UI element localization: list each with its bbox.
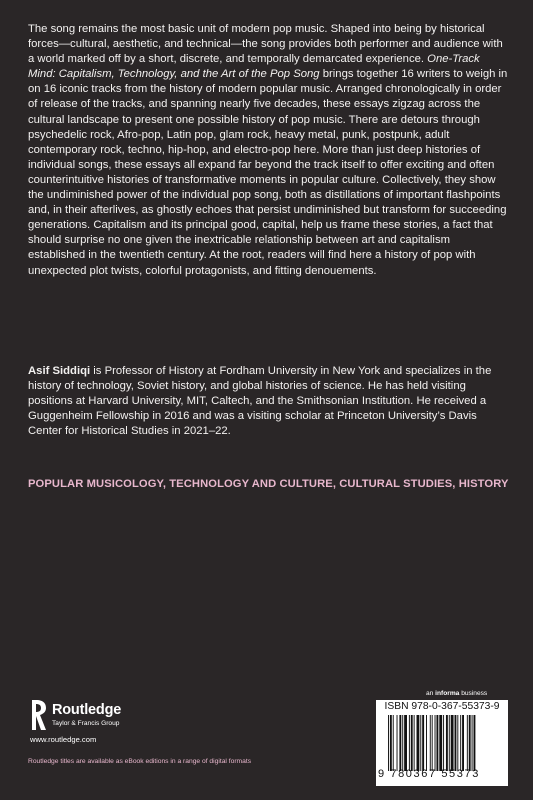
publisher-block (30, 700, 180, 750)
book-description (28, 22, 508, 279)
description-text-body: brings together 16 writers to weigh in on 16 iconic tracks from the history of modern popular music. Arranged chronologically in order of release of the tracks, and spanning nearly five decades, these essays zigzag across the cultural landscape to present one possible history of pop music. There are detours through psychedelic rock, Afro-pop, Latin pop, glam rock, heavy metal, punk, postpunk, adult contemporary rock, techno, hip-hop, and electro-pop here. More than just deep histories of individual songs, these essays all expand far beyond the track itself to offer exciting and often counterintuitive histories of transformative moments in popular culture. Collectively, they show the undiminished power of the individual pop song, both as distillations of important flashpoints and, in their afterlives, as ghostly echoes that persist undiminished but transform for succeeding generations. Capitalism and its principal good, capital, help us frame these stories, a fact that should surprise no one given the inextricable relationship between art and capitalism established in the twentieth century. At the root, readers will find here a history of pop with unexpected plot twists, colorful protagonists, and fitting denouements. (28, 68, 508, 277)
informa-suffix: business (459, 690, 488, 697)
isbn-label: ISBN 978-0-367-55373-9 (384, 701, 500, 712)
author-bio-text: is Professor of History at Fordham University in New York and specializes in the history of technology, Soviet history, and global histories of science. He has held visiting positions at Harvard University, MIT, Caltech, and the Smithsonian Institution. He received a Guggenheim Fellowship in 2016 and was a visiting scholar at Princeton University’s Davis Center for Historical Studies in 2021–22. (28, 365, 492, 438)
author-bio (28, 364, 508, 439)
description-text-intro: The song remains the most basic unit of modern pop music. Shaped into being by historical forces—cultural, aesthetic, and technical—the song provides both performer and audience with a world marked off by a short, discrete, and temporally demarcated experience. (28, 23, 503, 66)
publisher-name: Routledge (52, 702, 122, 718)
subject-categories: POPULAR MUSICOLOGY, TECHNOLOGY AND CULTURE, CULTURAL STUDIES, HISTORY (28, 478, 509, 490)
barcode-digits: 9 780367 55373 (378, 768, 480, 780)
routledge-r-logo-icon (30, 700, 46, 730)
book-title: One-Track Mind: Capitalism, Technology, and the Art of the Pop Song (28, 53, 480, 81)
informa-business-label (426, 690, 487, 697)
ebook-footnote: Routledge titles are available as eBook editions in a range of digital formats (28, 758, 252, 765)
informa-brand: informa (435, 690, 460, 697)
barcode-icon (388, 715, 500, 771)
isbn-barcode-block (376, 700, 508, 786)
author-name: Asif Siddiqi (28, 365, 91, 377)
publisher-url[interactable]: www.routledge.com (30, 735, 97, 744)
publisher-group: Taylor & Francis Group (52, 720, 120, 727)
informa-prefix: an (426, 690, 436, 697)
